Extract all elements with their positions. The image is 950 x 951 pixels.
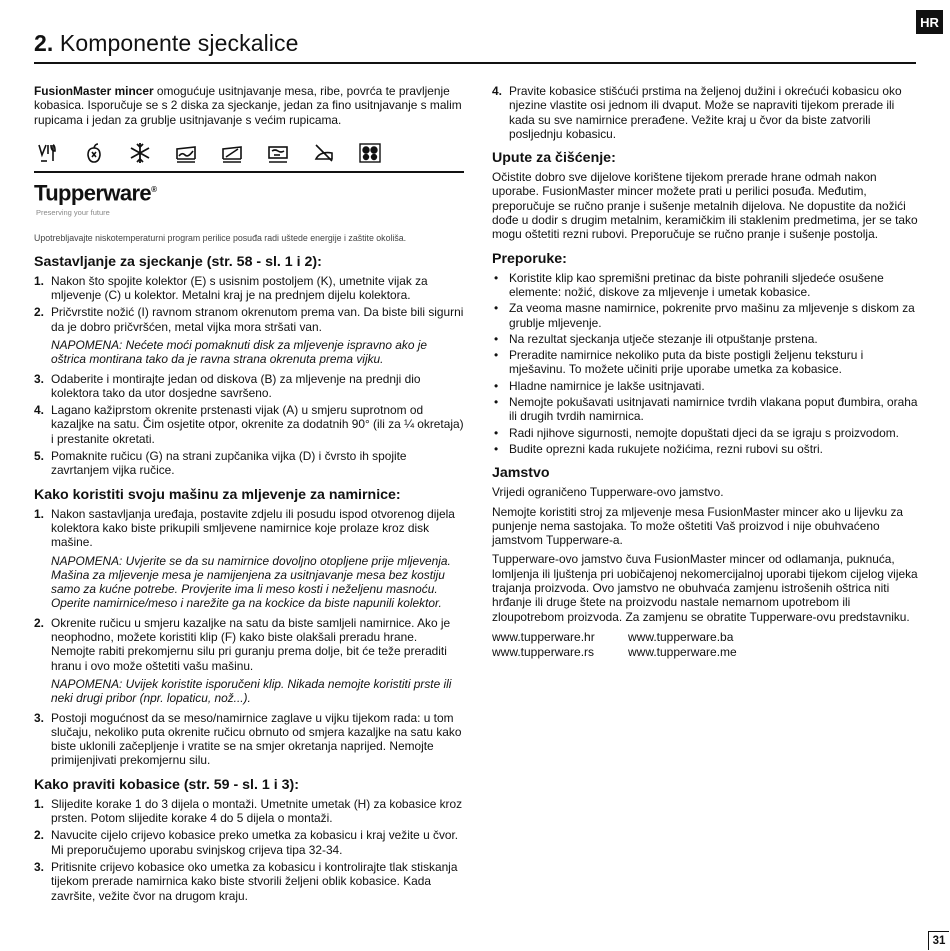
assembly-heading: Sastavljanje za sjeckanje (str. 58 - sl. 1 i 2):	[34, 253, 322, 270]
cleaning-heading: Upute za čišćenje:	[492, 150, 616, 167]
section-number: 2.	[34, 30, 54, 56]
list-item: • Za veoma masne namirnice, pokrenite prvo mašinu za mljevenje s diskom za grublje mljevenje.	[494, 301, 915, 330]
usage-steps-continued	[34, 616, 464, 673]
product-name: FusionMaster mincer	[34, 84, 154, 98]
fruit-icon	[82, 141, 106, 165]
list-item: • Koristite klip kao spremišni pretinac da biste pohranili sljedeće osušene elemente: nožić, diskove za mljevenje i umetak kobasice.	[494, 270, 884, 299]
warranty-paragraph-1: Vrijedi ograničeno Tupperware-ovo jamstvo.	[492, 485, 724, 500]
right-column	[492, 84, 922, 660]
assembly-note: NAPOMENA: Nećete moći pomaknuti disk za mljevenje ispravno ako je oštrica montirana tako da je ravna strana okrenuta prema vijku.	[51, 338, 428, 367]
oven-icon	[220, 141, 244, 165]
no-ironing-icon	[312, 141, 336, 165]
microwave-icon	[266, 141, 290, 165]
website-link[interactable]: www.tupperware.rs	[492, 644, 595, 659]
list-item: • Preradite namirnice nekoliko puta da biste postigli željenu teksturu i mješavinu. To možete učiniti prije uporabe umetka za kobasice.	[494, 348, 864, 377]
dishwasher-icon	[36, 141, 60, 165]
list-item: • Hladne namirnice je lakše usitnjavati.	[494, 378, 705, 393]
list-item: 4. Lagano kažiprstom okrenite prstenasti vijak (A) u smjeru suprotnom od kazaljke na satu. Čim osjetite otpor, okrenite za dodatnih 90° (ili za ¼ okretaja) i prestanite okretati.	[34, 403, 464, 446]
brand-tagline: Preserving your future	[36, 208, 110, 218]
page-title	[34, 30, 299, 57]
list-item: 4. Pravite kobasice stišćući prstima na željenoj dužini i okrećući kobasicu oko njezine vlastite osi jednom ili dvaput. Može se napraviti tijekom prerade ili kada su sve namirnice prerađene. Vežite kraj u čvor da biste zatvorili posljednju kobasicu.	[492, 84, 902, 141]
website-link[interactable]: www.tupperware.me	[628, 644, 737, 659]
care-icons	[36, 141, 464, 165]
tupperware-logo: Tupperware®	[34, 180, 157, 206]
list-item: 3. Odaberite i montirajte jedan od diskova (B) za mljevenje na prednji dio kolektora tako da utor dosjedne savršeno.	[34, 371, 421, 400]
recommendations-heading: Preporuke:	[492, 250, 567, 267]
assembly-steps	[34, 274, 464, 334]
title-divider	[34, 62, 916, 64]
list-item: 1. Slijedite korake 1 do 3 dijela o montaži. Umetnite umetak (H) za kobasice kroz prsten. Potom slijedite korake 4 do 5 dijela o montaži.	[34, 796, 463, 826]
website-link[interactable]: www.tupperware.ba	[628, 629, 734, 644]
list-item: • Na rezultat sjeckanja utječe stezanje ili otpuštanje prstena.	[494, 331, 818, 346]
warranty-paragraph-3: Tupperware-ovo jamstvo čuva FusionMaster mincer od odlamanja, puknuća, lomljenja ili ljuštenja pri uobičajenoj nekomercijalnoj uporabi tijekom cijelog vijeka trajanja proizvoda. Ovo jamstvo ne obuhvaća zamjenu istrošenih oštrica niti hrđanje ili druge štete na proizvodu nastale nemarnom upotrebom ili zloupotrebom proizvoda. Za zamjenu se obratite Tupperware-ovu predstavniku.	[492, 552, 918, 624]
website-links	[492, 630, 922, 660]
sausage-steps	[34, 797, 464, 903]
intro-paragraph	[34, 84, 464, 127]
language-tab: HR	[916, 10, 943, 34]
freezer-icon	[128, 141, 152, 165]
oven-icon	[174, 141, 198, 165]
usage-steps	[34, 507, 464, 550]
usage-note-2: NAPOMENA: Uvijek koristite isporučeni klip. Nikada nemojte koristiti prste ili neki drugi pribor (npr. lopaticu, nož...).	[51, 676, 452, 706]
assembly-steps-continued	[34, 372, 464, 478]
list-item: 2. Okrenite ručicu u smjeru kazaljke na satu da biste samljeli namirnice. Ako je neophodno, možete koristiti klip (F) kako biste olakšali preradu hrane. Nemojte rabiti prekomjernu silu pri guranju prema dolje, bit će teže preraditi hranu i ovo može oštetiti vašu mašinu.	[34, 615, 451, 673]
list-item: 2. Pričvrstite nožić (I) ravnom stranom okrenutom prema van. Da biste bili sigurni da je dobro pričvršćen, metal vijka mora stršati van.	[34, 305, 464, 334]
list-item: 5. Pomaknite ručicu (G) na strani zupčanika vijka (D) i čvrsto ih spojite zavrtanjem vijka ručice.	[34, 449, 407, 478]
cleaning-text: Očistite dobro sve dijelove korištene tijekom prerade hrane odmah nakon uporabe. FusionMaster mincer možete prati u perilici posuđa. Međutim, preporučuje se ručno pranje i sušenje metalnih dijelova. Ne dopustite da nožići dođe u dodir s drugim metalnim, keramičkim ili staklenim predmetima, jer se tako mogu oštetiti rezni rubovi. Preporučuje se ručno pranje i sušenje postolja.	[492, 170, 918, 242]
left-column	[34, 84, 464, 906]
list-item: • Nemojte pokušavati usitnjavati namirnice tvrdih vlakana poput đumbira, oraha ili drugih tvrdih namirnica.	[494, 395, 918, 424]
warranty-heading: Jamstvo	[492, 465, 550, 482]
page-number: 31	[928, 931, 949, 950]
sausage-steps-continued	[492, 84, 922, 141]
list-item: 3. Postoji mogućnost da se meso/namirnice zaglave u vijku tijekom rada: u tom slučaju, nekoliko puta okrenite ručicu obrnuto od smjera kazaljke na satu kako biste uklonili začepljenje i vratite se na smjer okretanja naprijed. Nemojte primijenjivati prekomjernu silu.	[34, 710, 462, 768]
list-item: 3. Pritisnite crijevo kobasice oko umetka za kobasicu i kontrolirajte tlak stiskanja tijekom prerade namirnica kako biste stvorili željeni oblik kobasice. Kada završite, vežite čvor na drugom kraju.	[34, 859, 458, 903]
stovetop-icon	[358, 141, 382, 165]
usage-heading: Kako koristiti svoju mašinu za mljevenje za namirnice:	[34, 486, 401, 503]
section-title: Komponente sjeckalice	[53, 30, 299, 56]
recommendations-list	[492, 271, 922, 457]
usage-steps-final	[34, 711, 464, 768]
list-item: • Radi njihove sigurnosti, nemojte dopuštati djeci da se igraju s proizvodom.	[494, 425, 899, 440]
list-item: 1. Nakon sastavljanja uređaja, postavite zdjelu ili posudu ispod otvorenog dijela kolektora kako biste prikupili smljevene namirnice koje prolaze kroz disk mašine.	[34, 506, 455, 550]
intro-text: omogućuje usitnjavanje mesa, ribe, povrća te pravljenje kobasica. Isporučuje se s 2 diska za sjeckanje, jedan za fino usitnjavanje s malim rupicama i jedan za grublje usitnjavanje s većim rupicama.	[34, 84, 462, 127]
list-item: 1. Nakon što spojite kolektor (E) s usisnim postoljem (K), umetnite vijak za mljevenje (C) u kolektor. Metalni kraj je na prednjem dijelu kolektora.	[34, 273, 428, 303]
eco-notice: Upotrebljavajte niskotemperaturni program perilice posuđa radi uštede energije i zaštite okoliša.	[34, 232, 407, 243]
usage-note-1: NAPOMENA: Uvjerite se da su namirnice dovoljno otopljene prije mljevenja. Mašina za mljevenje mesa je namijenjena za usitnjavanje mesa bez kostiju samo za kućne potrebe. Provjerite ima li meso kosti i neželjenu masnoću. Operite namirnice/meso i narežite ga na kockice da biste napunili kolektor.	[51, 553, 451, 611]
warranty-paragraph-2: Nemojte koristiti stroj za mljevenje mesa FusionMaster mincer ako u lijevku za punjenje nema sastojaka. To može oštetiti Vaš proizvod i nije obuhvaćeno jamstvom Tupperware-a.	[492, 504, 904, 548]
brand-divider	[34, 171, 464, 173]
list-item: • Budite oprezni kada rukujete nožićima, rezni rubovi su oštri.	[494, 441, 823, 456]
list-item: 2. Navucite cijelo crijevo kobasice preko umetka za kobasicu i kraj vežite u čvor. Mi preporučujemo uporabu svinjskog crijeva tipa 32-34.	[34, 828, 459, 857]
website-link[interactable]: www.tupperware.hr	[492, 629, 595, 644]
sausage-heading: Kako praviti kobasice (str. 59 - sl. 1 i 3):	[34, 776, 299, 793]
